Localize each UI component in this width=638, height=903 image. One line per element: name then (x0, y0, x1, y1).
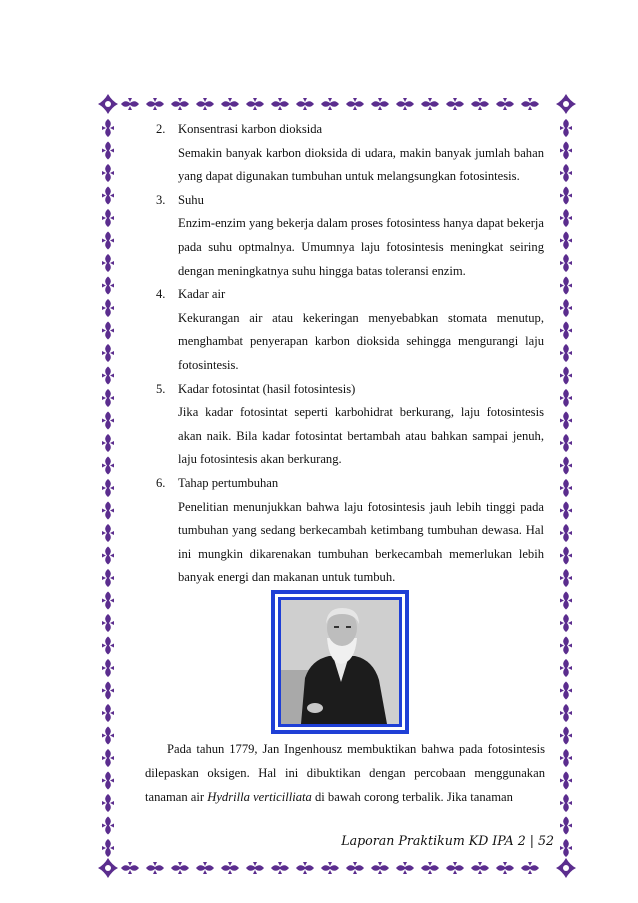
item-number: 4. (156, 287, 166, 302)
item-description: Jika kadar fotosintat seperti karbohidrat berkurang, laju fotosintesis akan naik. Bila kadar fotosintat bertambah atau bahkan sampai jenuh, laju fotosintesis akan berkurang. (178, 405, 544, 467)
page-footer (341, 833, 554, 848)
item-title: Tahap pertumbuhan (178, 475, 279, 490)
list-item (130, 118, 544, 189)
item-title: Konsentrasi karbon dioksida (178, 122, 323, 136)
item-description: Semakin banyak karbon dioksida di udara, makin banyak jumlah bahan yang dapat digunakan tumbuhan untuk melangsungkan fotosintesis. (178, 145, 544, 184)
item-number: 3. (156, 192, 166, 207)
species-name: Hydrilla verticilliata (207, 790, 312, 804)
paragraph-text: Pada tahun 1779, Jan Ingenhousz membuktikan bahwa pada fotosintesis dilepaskan oksigen. Hal ini dibuktikan dengan percobaan menggunakan tanaman air (145, 742, 545, 804)
item-title: Kadar fotosintat (hasil fotosintesis) (178, 381, 356, 396)
item-title: Suhu (178, 192, 204, 207)
list-item (130, 283, 544, 377)
item-number: 5. (156, 381, 166, 396)
list-item (130, 378, 544, 472)
paragraph-text-end: di bawah corong terbalik. Jika tanaman (311, 790, 513, 804)
portrait-photo (271, 590, 409, 734)
list-item (130, 472, 544, 590)
list-content (130, 118, 544, 590)
item-description: Penelitian menunjukkan bahwa laju fotosintesis jauh lebih tinggi pada tumbuhan yang sedang berkecambah ketimbang tumbuhan dewasa. Hal ini mungkin dikarenakan tumbuhan berkecambah memerlukan lebih banyak energi dan makanan untuk tumbuh. (178, 499, 544, 585)
list-item (130, 189, 544, 283)
item-number: 2. (156, 122, 166, 136)
portrait-image (271, 590, 409, 734)
item-description: Kekurangan air atau kekeringan menyebabkan stomata menutup, menghambat penyerapan karbon dioksida sehingga mengurangi laju fotosintesis. (178, 310, 544, 372)
item-title: Kadar air (178, 287, 226, 302)
item-description: Enzim-enzim yang bekerja dalam proses fotosintess hanya dapat bekerja pada suhu optmalnya. Umumnya laju fotosintesis meningkat seiring dengan meningkatnya suhu hingga batas toleransi enzim. (178, 216, 544, 278)
footer-separator: | (529, 833, 534, 848)
footer-title: Laporan Praktikum KD IPA 2 (341, 833, 526, 848)
item-number: 6. (156, 475, 166, 490)
page-number: 52 (537, 833, 554, 848)
body-paragraph (145, 737, 545, 809)
